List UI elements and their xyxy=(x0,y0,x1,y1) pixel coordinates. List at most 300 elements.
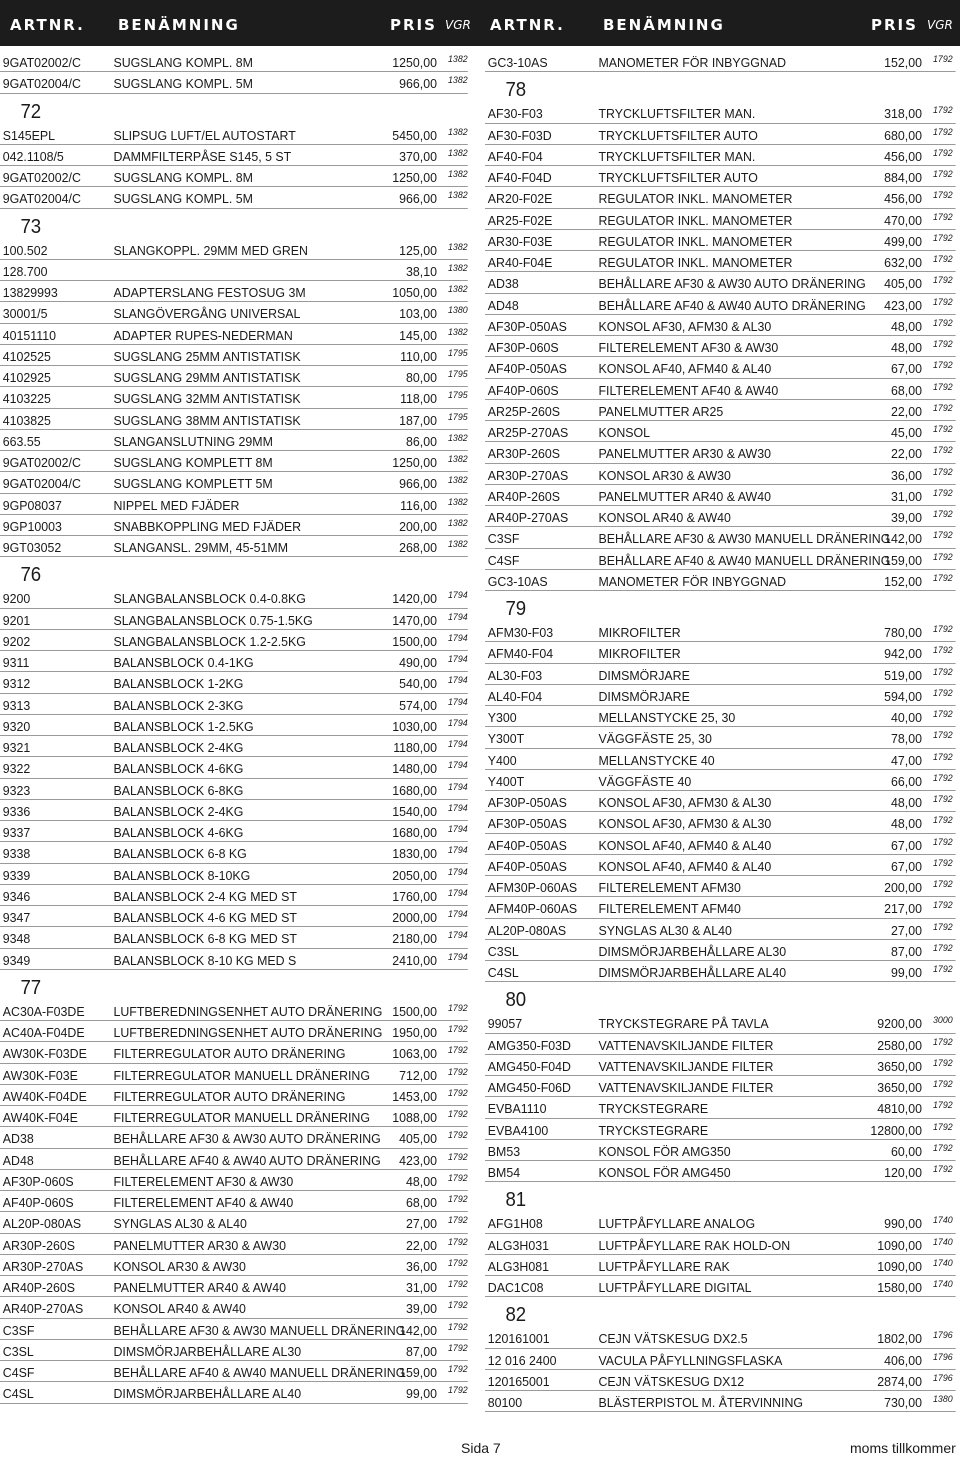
product-description: KONSOL AR40 & AW40 xyxy=(598,510,731,525)
price: 780,00 xyxy=(884,625,922,640)
product-group: 1792 xyxy=(932,509,953,520)
price-row xyxy=(485,465,953,486)
price: 1540,00 xyxy=(392,803,437,819)
price-row xyxy=(0,388,468,409)
product-description: KONSOL AR30 & AW30 xyxy=(113,1258,246,1274)
product-group: 1792 xyxy=(447,1342,468,1354)
product-description: BLÄSTERPISTOL M. ÅTERVINNING xyxy=(598,1395,804,1410)
price-row xyxy=(0,822,468,843)
price-row xyxy=(485,167,953,188)
price: 4810,00 xyxy=(877,1101,922,1117)
article-number: 9321 xyxy=(2,740,31,755)
price: 217,00 xyxy=(884,901,922,917)
product-description: MELLANSTYCKE 40 xyxy=(598,752,715,768)
price-row xyxy=(0,1065,468,1086)
price: 456,00 xyxy=(884,148,922,164)
article-number: AC30A-F03DE xyxy=(2,1003,85,1019)
price-row xyxy=(0,240,468,261)
product-description: BEHÅLLARE AF40 & AW40 AUTO DRÄNERING xyxy=(113,1152,381,1168)
price-row xyxy=(485,316,953,337)
price: 1950,00 xyxy=(392,1025,437,1040)
product-description: SLANGBALANSBLOCK 1.2-2.5KG xyxy=(113,633,306,649)
product-group: 1794 xyxy=(447,951,468,963)
article-number: AF40-F04 xyxy=(487,148,543,164)
table-header xyxy=(0,0,960,46)
price: 48,00 xyxy=(406,1173,437,1189)
price: 680,00 xyxy=(884,127,922,143)
price-row xyxy=(485,188,953,209)
article-number: AD48 xyxy=(2,1152,34,1168)
article-number: 13829993 xyxy=(2,285,58,300)
price-row xyxy=(0,907,468,928)
product-group: 1380 xyxy=(932,1394,953,1405)
price: 268,00 xyxy=(399,540,437,555)
price: 99,00 xyxy=(406,1386,437,1402)
section-number: 73 xyxy=(20,215,42,238)
article-number: AR30P-260S xyxy=(2,1237,75,1253)
product-description: KONSOL AF30, AFM30 & AL30 xyxy=(598,318,772,334)
price-row xyxy=(0,865,468,886)
price: 1050,00 xyxy=(392,285,437,300)
page-number: Sida 7 xyxy=(461,1440,501,1456)
product-description: MIKROFILTER xyxy=(598,625,681,640)
price: 68,00 xyxy=(406,1195,437,1210)
product-group: 1382 xyxy=(447,496,468,508)
product-group: 1792 xyxy=(447,1151,468,1163)
product-group: 1792 xyxy=(932,424,953,435)
article-number: 9338 xyxy=(2,846,31,862)
product-group: 1792 xyxy=(932,572,953,584)
price: 406,00 xyxy=(884,1352,922,1368)
price: 99,00 xyxy=(891,965,922,980)
article-number: AR40P-260S xyxy=(2,1280,75,1295)
product-description: SLANGKOPPL. 29MM MED GREN xyxy=(113,242,308,258)
product-description: ADAPTER RUPES-NEDERMAN xyxy=(113,327,293,343)
product-group: 1792 xyxy=(447,1066,468,1078)
product-group: 1794 xyxy=(447,845,468,857)
product-description: BALANSBLOCK 4-6 KG MED ST xyxy=(113,910,297,925)
article-number: Y400 xyxy=(487,752,517,768)
price-row xyxy=(0,410,468,431)
price-row xyxy=(0,1298,468,1319)
price-row xyxy=(485,898,953,919)
article-number: AR20-F02E xyxy=(487,191,553,207)
article-number: 40151110 xyxy=(2,327,56,343)
product-description: DIMSMÖRJARBEHÅLLARE AL40 xyxy=(113,1386,302,1402)
product-group: 1792 xyxy=(932,126,953,138)
price-row xyxy=(0,843,468,864)
product-group: 1792 xyxy=(932,54,953,65)
price-row xyxy=(485,571,953,592)
article-number: 9GP08037 xyxy=(2,497,62,513)
product-description: VÄGGFÄSTE 25, 30 xyxy=(598,731,712,747)
product-description: FILTERREGULATOR AUTO DRÄNERING xyxy=(113,1046,346,1062)
price: 12800,00 xyxy=(870,1122,922,1138)
price-row xyxy=(0,588,468,609)
price-row xyxy=(485,1392,953,1413)
product-group: 1792 xyxy=(932,687,953,699)
article-number: AR40P-270AS xyxy=(487,510,569,525)
price: 187,00 xyxy=(399,412,437,428)
price-row xyxy=(485,1350,953,1371)
product-description: DIMSMÖRJARE xyxy=(598,688,690,704)
price-row xyxy=(485,1098,953,1119)
vgr-column-header-right: VGR xyxy=(927,18,953,32)
product-description: PANELMUTTER AR30 & AW30 xyxy=(598,446,771,462)
product-description: KONSOL FÖR AMG450 xyxy=(598,1165,731,1180)
product-description: VATTENAVSKILJANDE FILTER xyxy=(598,1058,774,1074)
price-row xyxy=(0,1362,468,1383)
product-description: SUGSLANG KOMPL. 5M xyxy=(113,76,253,92)
price-row xyxy=(0,1086,468,1107)
article-number: AMG350-F03D xyxy=(487,1037,571,1053)
product-group: 1792 xyxy=(447,1024,468,1035)
article-number: AW40K-F04DE xyxy=(2,1088,87,1104)
price: 966,00 xyxy=(399,76,437,92)
price-row xyxy=(0,188,468,209)
product-group: 1796 xyxy=(932,1372,953,1384)
price: 36,00 xyxy=(891,467,922,483)
article-number: AR30-F03E xyxy=(487,233,553,249)
article-number: AW40K-F04E xyxy=(2,1110,78,1125)
article-number: S145EPL xyxy=(2,127,56,143)
price-row xyxy=(485,1235,953,1256)
product-description: BALANSBLOCK 1-2KG xyxy=(113,676,244,692)
product-group: 1794 xyxy=(447,696,468,708)
product-group: 1792 xyxy=(447,1109,468,1120)
article-number: AF40P-050AS xyxy=(487,858,567,874)
price: 87,00 xyxy=(406,1343,437,1359)
article-number: 9202 xyxy=(2,633,31,649)
product-group: 1792 xyxy=(932,645,953,657)
article-number: 9GAT02002/C xyxy=(2,170,81,185)
product-description: VÄGGFÄSTE 40 xyxy=(598,773,692,789)
article-number: AF30P-050AS xyxy=(487,816,567,832)
product-description: SLANGÖVERGÅNG UNIVERSAL xyxy=(113,306,301,322)
price-row xyxy=(0,125,468,146)
price: 574,00 xyxy=(399,697,437,713)
price-row xyxy=(485,962,953,983)
product-group: 1794 xyxy=(447,930,468,942)
article-number: AC40A-F04DE xyxy=(2,1025,85,1040)
price: 27,00 xyxy=(406,1216,437,1232)
article-number: C3SF xyxy=(2,1322,35,1338)
price-row xyxy=(0,1235,468,1256)
pris-column-header: PRIS xyxy=(390,16,437,34)
article-number: C3SF xyxy=(487,531,520,547)
article-number: C3SL xyxy=(487,943,519,959)
product-group: 1794 xyxy=(447,760,468,772)
price: 405,00 xyxy=(884,276,922,292)
price-row xyxy=(485,486,953,507)
pris-column-header-right: PRIS xyxy=(871,16,918,34)
price: 1680,00 xyxy=(392,825,437,840)
article-number: AFG1H08 xyxy=(487,1216,543,1232)
price-row xyxy=(485,622,953,643)
price-row xyxy=(485,1213,953,1234)
article-number: 9200 xyxy=(2,591,31,607)
price: 48,00 xyxy=(891,795,922,810)
product-description: DIMSMÖRJARE xyxy=(598,667,690,683)
price: 1580,00 xyxy=(877,1280,922,1295)
product-group: 1792 xyxy=(932,551,953,563)
article-number: AF30P-050AS xyxy=(487,795,567,810)
price: 1063,00 xyxy=(392,1046,437,1062)
product-description: BALANSBLOCK 2-3KG xyxy=(113,697,244,713)
product-group: 1794 xyxy=(447,739,468,750)
product-group: 1792 xyxy=(932,487,953,499)
price: 36,00 xyxy=(406,1258,437,1274)
price: 68,00 xyxy=(891,382,922,398)
price-row xyxy=(0,1107,468,1128)
product-group: 1794 xyxy=(447,675,468,687)
article-number: 9GAT02002/C xyxy=(2,55,81,70)
article-number: 9201 xyxy=(2,612,31,628)
article-number: AL30-F03 xyxy=(487,667,543,683)
product-description: SUGSLANG KOMPL. 5M xyxy=(113,191,253,207)
product-group: 1794 xyxy=(447,654,468,665)
price: 48,00 xyxy=(891,318,922,334)
product-description: BEHÅLLARE AF40 & AW40 AUTO DRÄNERING xyxy=(598,297,866,313)
price-row xyxy=(0,1192,468,1213)
price-row xyxy=(0,716,468,737)
product-group: 1792 xyxy=(447,1279,468,1290)
product-description: MANOMETER FÖR INBYGGNAD xyxy=(598,55,787,70)
price: 159,00 xyxy=(399,1365,437,1380)
article-number: 12 016 2400 xyxy=(487,1352,557,1368)
price: 152,00 xyxy=(884,55,922,70)
product-group: 1794 xyxy=(447,590,468,602)
product-description: TRYCKLUFTSFILTER AUTO xyxy=(598,170,758,185)
price-row xyxy=(0,695,468,716)
price: 712,00 xyxy=(399,1067,437,1083)
article-number: 9311 xyxy=(2,655,30,670)
price-row xyxy=(485,643,953,664)
product-description: KONSOL xyxy=(598,425,651,440)
product-group: 1792 xyxy=(932,836,953,848)
price-row xyxy=(0,1171,468,1192)
product-description: BALANSBLOCK 8-10 KG MED S xyxy=(113,952,297,968)
article-number: 128.700 xyxy=(2,263,48,279)
product-description: NIPPEL MED FJÄDER xyxy=(113,497,240,513)
article-number: AFM30P-060AS xyxy=(487,880,578,895)
price-row xyxy=(0,346,468,367)
article-number: 9320 xyxy=(2,718,31,734)
article-number: 042.1108/5 xyxy=(2,148,64,164)
product-description: TRYCKSTEGRARE xyxy=(598,1101,709,1117)
price-row xyxy=(485,813,953,834)
price: 142,00 xyxy=(884,531,922,547)
product-description: BALANSBLOCK 0.4-1KG xyxy=(113,655,254,670)
price-row xyxy=(0,52,468,73)
product-description: SUGSLANG 32MM ANTISTATISK xyxy=(113,391,301,407)
vgr-column-header: VGR xyxy=(445,18,471,32)
price: 966,00 xyxy=(399,476,437,492)
price-row xyxy=(0,758,468,779)
price: 22,00 xyxy=(406,1237,437,1253)
price: 730,00 xyxy=(884,1395,922,1410)
product-description: FILTERELEMENT AFM30 xyxy=(598,880,741,895)
price: 78,00 xyxy=(891,731,922,747)
product-description: BALANSBLOCK 6-8 KG MED ST xyxy=(113,931,297,947)
product-description: VATTENAVSKILJANDE FILTER xyxy=(598,1037,774,1053)
price: 40,00 xyxy=(891,710,922,725)
price-row xyxy=(0,1001,468,1022)
price-row xyxy=(485,686,953,707)
product-description: REGULATOR INKL. MANOMETER xyxy=(598,212,793,228)
price-row xyxy=(485,1141,953,1162)
product-group: 1792 xyxy=(447,1172,468,1184)
price-row xyxy=(485,550,953,571)
price-row xyxy=(0,367,468,388)
product-group: 1792 xyxy=(932,1121,953,1133)
product-description: BALANSBLOCK 6-8KG xyxy=(113,782,244,798)
price: 1180,00 xyxy=(393,740,437,755)
article-number: C4SL xyxy=(2,1386,34,1402)
article-number: 9313 xyxy=(2,697,31,713)
product-group: 1792 xyxy=(447,1215,468,1227)
price-row xyxy=(485,443,953,464)
price: 1250,00 xyxy=(392,55,437,70)
article-number: AFM40-F04 xyxy=(487,646,554,662)
article-number: 4103825 xyxy=(2,412,51,428)
price: 519,00 xyxy=(884,667,922,683)
price-row xyxy=(0,1150,468,1171)
article-number: AL40-F04 xyxy=(487,688,543,704)
product-group: 1382 xyxy=(447,454,468,465)
price-row xyxy=(485,1256,953,1277)
price-row xyxy=(485,146,953,167)
price-row xyxy=(485,125,953,146)
price: 48,00 xyxy=(891,816,922,832)
price-row xyxy=(485,401,953,422)
price-row xyxy=(485,422,953,443)
article-number: AMG450-F06D xyxy=(487,1080,571,1095)
product-description: VACULA PÅFYLLNINGSFLASKA xyxy=(598,1352,783,1368)
article-number: 9336 xyxy=(2,803,31,819)
article-number: C3SL xyxy=(2,1343,34,1359)
article-number: 9312 xyxy=(2,676,31,692)
article-number: AF40P-060S xyxy=(487,382,559,398)
product-description: BALANSBLOCK 2-4KG xyxy=(113,740,244,755)
product-group: 1792 xyxy=(932,254,953,265)
article-number: AR40P-260S xyxy=(487,488,560,504)
article-number: 4102525 xyxy=(2,348,51,364)
product-group: 1794 xyxy=(447,866,468,878)
price-row xyxy=(485,337,953,358)
price-row xyxy=(0,1128,468,1149)
price: 499,00 xyxy=(884,233,922,249)
price: 1470,00 xyxy=(392,612,437,628)
price-row xyxy=(0,1320,468,1341)
section-number: 78 xyxy=(505,79,527,102)
price-row xyxy=(485,665,953,686)
product-group: 1794 xyxy=(447,781,468,793)
product-description: SLIPSUG LUFT/EL AUTOSTART xyxy=(113,127,296,143)
article-number: 100.502 xyxy=(2,242,48,258)
article-number: AR25P-260S xyxy=(487,403,560,419)
price: 31,00 xyxy=(891,488,922,504)
product-description: BEHÅLLARE AF30 & AW30 MANUELL DRÄNERING xyxy=(113,1322,406,1338)
product-group: 1792 xyxy=(447,1130,468,1142)
price-row xyxy=(0,303,468,324)
product-description: SLANGBALANSBLOCK 0.4-0.8KG xyxy=(113,591,306,607)
product-group: 1794 xyxy=(447,632,468,644)
price: 1250,00 xyxy=(392,455,437,470)
article-number: AR25-F02E xyxy=(487,212,553,228)
price: 2410,00 xyxy=(392,952,437,968)
product-group: 1380 xyxy=(447,305,468,317)
product-group: 1740 xyxy=(932,1236,953,1248)
product-group: 1792 xyxy=(447,1045,468,1057)
price-row xyxy=(485,1077,953,1098)
product-description: VATTENAVSKILJANDE FILTER xyxy=(598,1080,774,1095)
product-group: 1382 xyxy=(447,126,468,138)
product-description: LUFTBEREDNINGSENHET AUTO DRÄNERING xyxy=(113,1003,383,1019)
price-row xyxy=(0,1277,468,1298)
price: 966,00 xyxy=(399,191,437,207)
section-number: 80 xyxy=(505,989,527,1012)
article-number: Y300 xyxy=(487,710,517,725)
price-row xyxy=(0,167,468,188)
price: 942,00 xyxy=(884,646,922,662)
product-description: MIKROFILTER xyxy=(598,646,681,662)
product-group: 1792 xyxy=(932,964,953,975)
article-number: AF30P-050AS xyxy=(487,318,567,334)
article-number: 9GAT02004/C xyxy=(2,191,81,207)
product-group: 1792 xyxy=(932,275,953,287)
product-description: BALANSBLOCK 4-6KG xyxy=(113,825,244,840)
product-group: 1792 xyxy=(932,381,953,393)
product-group: 1795 xyxy=(447,390,468,402)
product-description: BALANSBLOCK 2-4KG xyxy=(113,803,244,819)
product-group: 1382 xyxy=(447,190,468,202)
product-description: SUGSLANG 29MM ANTISTATISK xyxy=(113,370,301,385)
price-row xyxy=(485,103,953,124)
article-number: AMG450-F04D xyxy=(487,1058,571,1074)
price: 1802,00 xyxy=(877,1331,922,1347)
price: 1480,00 xyxy=(392,761,437,777)
price: 470,00 xyxy=(884,212,922,228)
product-group: 1792 xyxy=(932,666,953,678)
product-group: 1792 xyxy=(932,751,953,763)
product-group: 1792 xyxy=(932,530,953,542)
price-row xyxy=(485,210,953,231)
article-number: ALG3H081 xyxy=(487,1258,549,1274)
product-group: 1792 xyxy=(932,147,953,159)
price-row xyxy=(0,737,468,758)
product-group: 1792 xyxy=(932,1100,953,1112)
product-description: MELLANSTYCKE 25, 30 xyxy=(598,710,736,725)
product-group: 1382 xyxy=(447,241,468,253)
price: 5450,00 xyxy=(392,127,437,143)
article-number: AR30P-270AS xyxy=(487,467,569,483)
price: 116,00 xyxy=(400,497,437,513)
product-description: SLANGANSLUTNING 29MM xyxy=(113,433,273,449)
product-description: KONSOL AF40, AFM40 & AL40 xyxy=(598,361,772,377)
product-group: 1792 xyxy=(932,921,953,933)
product-group: 1792 xyxy=(447,1002,468,1014)
product-group: 1792 xyxy=(932,169,953,180)
product-group: 1796 xyxy=(932,1330,953,1342)
product-group: 1382 xyxy=(447,326,468,338)
product-description: DIMSMÖRJARBEHÅLLARE AL30 xyxy=(598,943,787,959)
product-group: 1792 xyxy=(932,339,953,350)
price-row xyxy=(0,325,468,346)
price: 423,00 xyxy=(884,297,922,313)
product-group: 1792 xyxy=(932,624,953,635)
price-row xyxy=(0,1256,468,1277)
